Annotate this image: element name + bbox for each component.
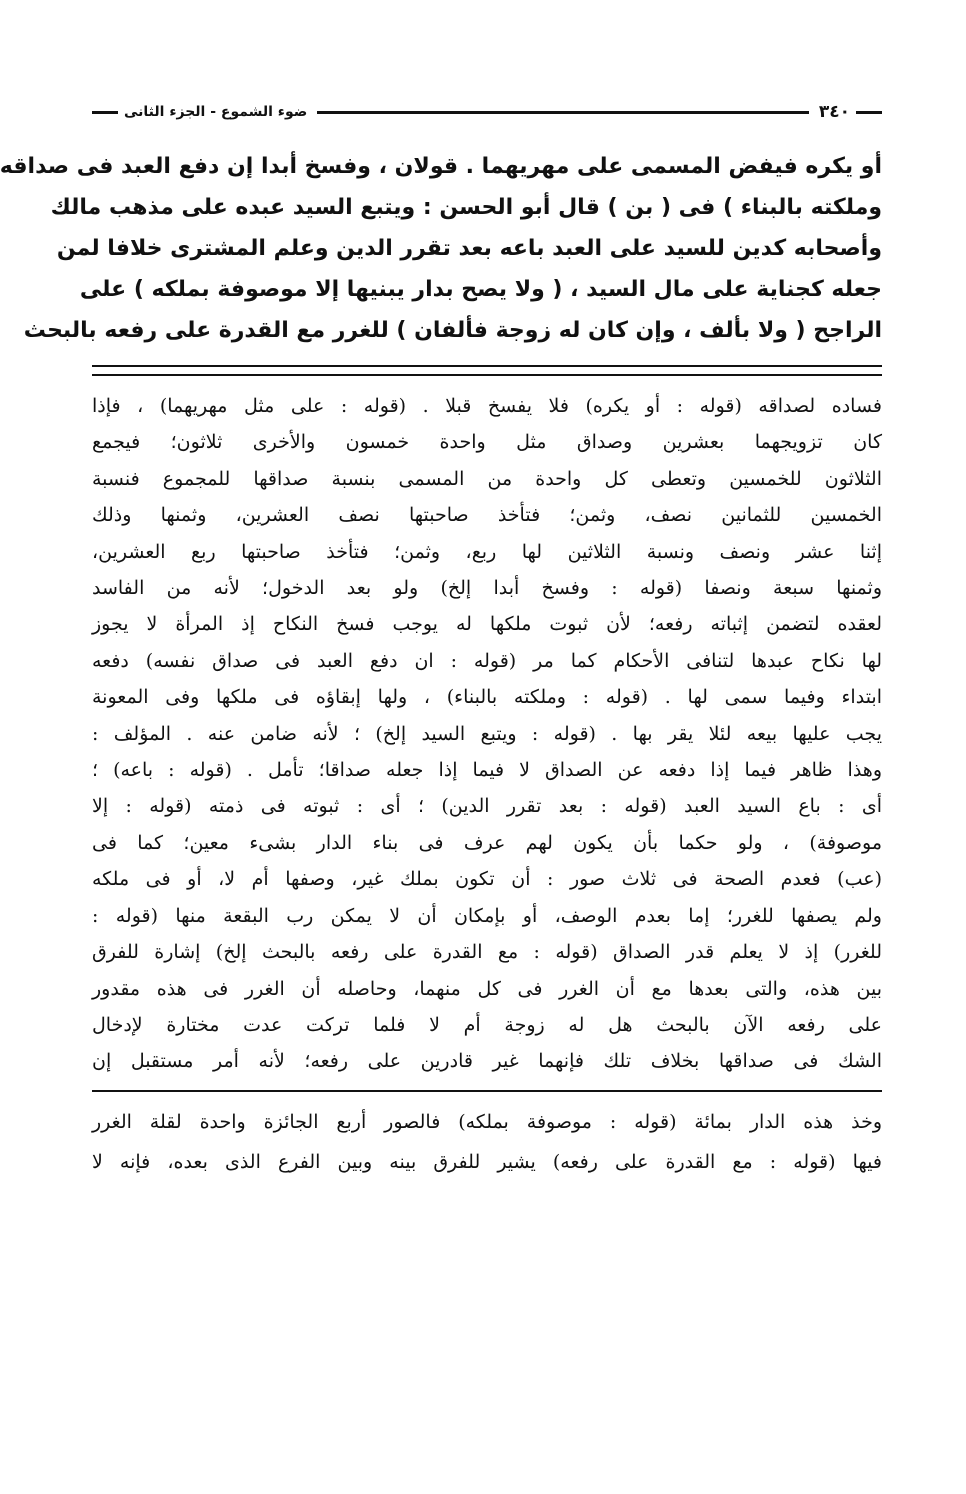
commentary-line: موصوفة) ، ولو حكما بأن يكون لهم عرف فى بناء الدار بشىء معين؛ كما فى bbox=[92, 831, 882, 854]
commentary-line: يجب عليها بيعه لئلا يقر بها . (قوله : ويتبع السيد إلخ) ؛ لأنه ضامن عنه . المؤلف : bbox=[92, 722, 882, 745]
header-dash-right bbox=[856, 111, 882, 114]
commentary-line: وثمنها سبعة ونصفا (قوله : وفسخ أبدا إلخ) ولو بعد الدخول؛ لأنه من الفاسد bbox=[92, 577, 882, 600]
commentary-line: للغرر) إذ لا يعلم قدر الصداق (قوله : مع القدرة على رفعه بالبحث إلخ) إشارة للفرق bbox=[92, 941, 882, 964]
main-text-line: وملكته بالبناء ) فى ( بن ) قال أبو الحسن : ويتبع السيد عبده على مذهب مالك bbox=[50, 195, 882, 220]
commentary-line: كان تزويجهما بعشرين وصداق مثل واحدة خمسون والأخرى ثلاثون؛ فيجمع bbox=[92, 431, 882, 454]
commentary bbox=[92, 388, 882, 1080]
main-text bbox=[0, 146, 882, 351]
main-text-line: أو يكره فيفض المسمى على مهريهما . قولان ، وفسخ أبدا إن دفع العبد فى صداقه bbox=[0, 154, 882, 179]
commentary-line: (عب) فعدم الصحة فى ثلاث صور : أن تكون بملك غير، وصفها أم لا، أو فى ملكه bbox=[92, 868, 882, 891]
subnote-line: وخذ هذه الدار بمائة (قوله : موصوفة بملكه) فالصور أربع الجائزة واحدة لقلة الغرر bbox=[92, 1110, 882, 1133]
main-text-line: جعله كجناية على مال السيد ، ( ولا يصح بدار يبنيها إلا موصوفة بملكه ) على bbox=[79, 277, 882, 302]
header-dash-left bbox=[92, 111, 118, 114]
commentary-line: الخمسين للثمانين نصف، وثمن؛ فتأخذ صاحبتها نصف العشرين، وثمنها وذلك bbox=[92, 504, 882, 527]
commentary-line: الثلاثون للخمسين وتعطى كل واحدة من المسمى بنسبة صداقها للمجموع فنسبة bbox=[92, 467, 882, 490]
commentary-line: وهذا ظاهر فيما إذا دفعه عن الصداق لا فيما إذا جعله صداقا؛ تأمل . (قوله : باعه) ؛ bbox=[92, 759, 882, 782]
commentary-line: ولم يصفها للغرر؛ إما بعدم الوصف، أو بإمكان أن لا يمكن رب البقعة منها (قوله : bbox=[92, 904, 882, 927]
commentary-line: على رفعه الآن بالبحث هل له زوجة أم لا فلما تركت عدت مختارة لإدخال bbox=[92, 1013, 882, 1036]
commentary-line: لها نكاح عبدها لتنافى الأحكام كما مر (قوله : ان دفع العبد فى صداق نفسه) دفعه bbox=[92, 649, 882, 672]
commentary-line: ابتداء وفيما سمى لها . (قوله : وملكته بالبناء) ، ولها إبقاؤه فى ملكها وفى المعونة bbox=[92, 686, 882, 709]
commentary-line: بين هذه، والتى بعدها مع أن الغرر فى كل منهما، وحاصله أن الغرر فى هذه مقدور bbox=[92, 977, 882, 1000]
book-title: ضوء الشموع - الجزء الثانى bbox=[124, 104, 308, 120]
commentary-line: فساده لصداقه (قوله : أو يكره) فلا يفسخ قبلا . (قوله : على مثل مهريهما) ، فإذا bbox=[92, 395, 882, 417]
main-text-line: وأصحابه كدين للسيد على العبد باعه بعد تقرر الدين وعلم المشترى خلافا لمن bbox=[56, 236, 882, 261]
commentary-line: أى : باع السيد العبد (قوله : بعد تقرر الدين) ؛ أى : ثبوته فى ذمته (قوله : إلا bbox=[92, 795, 882, 818]
main-text-divider bbox=[92, 365, 882, 376]
header-rule bbox=[317, 111, 809, 114]
commentary-line: الشك فى صداقها بخلاف تلك فإنهما غير قادرين على رفعه؛ لأنه أمر مستقبل إن bbox=[92, 1050, 882, 1073]
subnote-line: فيها (قوله : مع القدرة على رفعه) يشير للفرق بينه وبين الفرع الذى بعده، فإنه لا bbox=[92, 1150, 882, 1173]
page-number: ٣٤٠ bbox=[818, 102, 850, 122]
commentary-line: إثنا عشر ونصف ونسبة الثلاثين لها ربع، وثمن؛ فتأخذ صاحبتها ربع العشرين، bbox=[92, 540, 882, 563]
main-text-line: الراجح ( ولا بألف ، وإن كان له زوجة فألفان ) للغرر مع القدرة على رفعه بالبحث bbox=[23, 318, 882, 343]
commentary-line: لعقده لتضمن إثباته رفعه؛ لأن ثبوت ملكها له يوجب فسخ النكاح إذ المرأة لا يجوز bbox=[92, 613, 882, 636]
running-header bbox=[92, 92, 882, 132]
subnotes bbox=[92, 1102, 882, 1182]
subnotes-divider bbox=[92, 1090, 882, 1092]
book-page bbox=[0, 92, 882, 1182]
